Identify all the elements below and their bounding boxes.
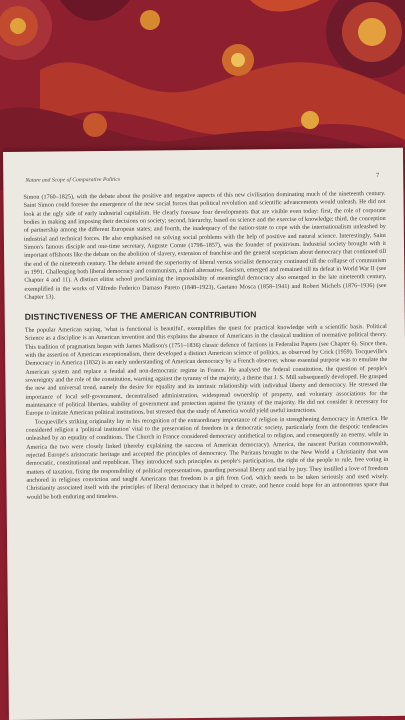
section-heading: DISTINCTIVENESS OF THE AMERICAN CONTRIBUTION: [24, 309, 257, 323]
paragraph-american-contribution: The popular American saying, 'what is functional is beautiful', exemplifies the quest for practical knowledge with a scientific basis. Political Science as a discipline is an American invention and this explains the absence of Americans in the classical tradition of normative political theory. This tradition of pragmatism began with James Madison's (1751–1836) classic defence of factions in Federalist Papers (see Chapter 6). Since then, with the assertion of American exceptionalism, there developed a distinct American science of politics, as observed by Crick (1959). Tocqueville's Democracy in America (1832) is an early understanding of American democracy by a French observer, whose essential purpose was to emulate the American system and replace a feudal and non-democratic regime in France. He analysed the federal constitution, the question of people's sovereignty and the role of the constitution, warning against the tyranny of the majority, a theme that J. S. Mill subsequently developed. He grasped the new and universal trend, namely the desire for equality and its intrinsic relationship with individual liberty and democracy. He stressed the importance of local self-government, decentralised administration, widespread ownership of property, and voluntary associations for the maintenance of political liberties, stability of government and protection against the tyranny of the majority. He did not consider it necessary for Europe to imitate American political institutions, but stressed that the study of America would yield useful instructions.: [24, 323, 388, 418]
running-head: [25, 174, 379, 190]
running-title: Nature and Scope of Comparative Politics: [25, 176, 121, 184]
paragraph-tocqueville-religion: Tocqueville's striking originality lay in his recognition of the extraordinary importance of religion in strengthening democracy in America. He considered religion a 'political institution' vital to the preservation of freedom in a democratic society, particularly from the despotic tendencies unleashed by an equality of conditions. The Church in France considered democracy antithetical to religion, and consequently an enemy, while in America the two were closely linked (thereby explaining the success of American democracy). America, the nascent Puritan commonwealth, rejected Europe's aristocratic heritage and accepted the principles of democracy. The Puritans brought to the New World a Christianity that was democratic, constitutional and republican. They introduced such principles as people's participation, the right of the people to rule, free voting in matters of taxation, fixing the responsibility of political representatives, guarding personal liberty and trial by jury. They instilled a love of freedom anchored in religious conviction and taught Americans that freedom is a gift from God, which needs to be taken seriously and used wisely. Christianity associated itself with the principles of liberal democracy that it helped to create, and hence could hope for an autonomous space that would be both enduring and timeless.: [25, 415, 389, 501]
paragraph-saint-simon: Simon (1760–1825), with the debate about the positive and negative aspects of this new civilisation dominating much of the nineteenth century. Saint Simon could foresee the emergence of the new social forces that political revolution and scientific advancements would unleash. He did not look at the ugly side of early industrial capitalism. He clearly foresaw four developments that are visible even today: first, the role of corporate bodies in making and imposing their decisions on society; second, hierarchy, based on science and the exercise of knowledge; third, the conception of partnership among the different European states; and fourth, the inadequacy of the nation-state to cope with the internationalism unleashed by industrial and technical forces. He also emphasised on solving social problems with the help of positive and natural science. Interestingly, Saint Simon's famous disciple and one-time secretary, Auguste Comte (1798–1857), was the founder of positivism. Industrial society brought with it important offshoots like the debate on the abolition of slavery, extension of franchise and the general scepticism about democracy that continued till the end of the nineteenth century. The debate around the superiority of liberal versus socialist democracy continued till the collapse of communism in 1991. Challenging both liberal democracy and communism, a third alternative, fascism, emerged and remained till its defeat in World War II (see Chapter 4 and 11). A distinct elitist school proclaiming the impossibility of meaningful democracy also emerged in the late nineteenth century, exemplified in the works of Vilfredo Federico Damaso Pareto (1848–1923), Gaetano Mosca (1858–1941) and Robert Michels (1876–1936) (see Chapter 13).: [23, 190, 387, 301]
book-page: [3, 148, 405, 720]
page-number: 7: [375, 172, 380, 180]
page-body: [23, 190, 388, 502]
